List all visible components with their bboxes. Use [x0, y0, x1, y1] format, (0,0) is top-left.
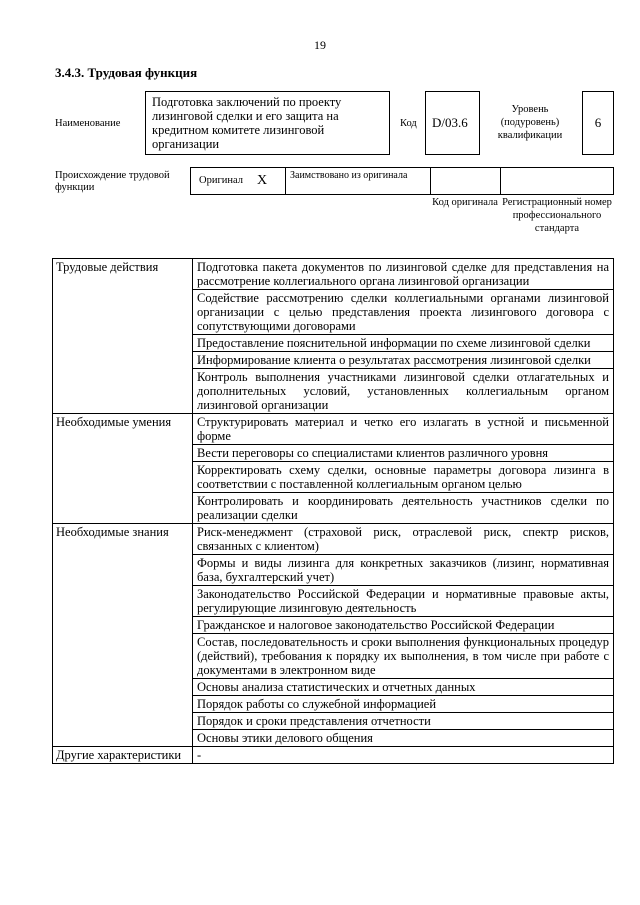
required-knowledge-item: Законодательство Российской Федерации и нормативные правовые акты, регулирующие лизинговую деятельность: [193, 586, 614, 617]
code-original-cell: [430, 167, 500, 195]
labor-action-item: Информирование клиента о результатах рассмотрения лизинговой сделки: [193, 352, 614, 369]
required-knowledge-item: Основы этики делового общения: [193, 730, 614, 747]
table-row: [53, 747, 614, 764]
labor-action-item: Контроль выполнения участниками лизинговой сделки отлагательных и дополнительных условий, установленных коллегиальным органом лизинговой организации: [193, 369, 614, 414]
origin-table: [190, 167, 614, 195]
code-value: D/03.6: [425, 91, 480, 155]
borrowed-cell: [285, 167, 430, 195]
required-knowledge-item: Порядок работы со служебной информацией: [193, 696, 614, 713]
reg-number-label: Регистрационный номер профессионального стандарта: [502, 197, 612, 234]
required-knowledge-item: Основы анализа статистических и отчетных данных: [193, 679, 614, 696]
required-skill-item: Корректировать схему сделки, основные параметры договора лизинга в соответствии с поставленной коллегиальным органом целью: [193, 462, 614, 493]
origin-label: Происхождение трудовой функции: [55, 170, 170, 193]
table-row: [53, 259, 614, 290]
name-label: Наименование: [55, 118, 121, 129]
labor-action-item: Подготовка пакета документов по лизинговой сделке для представления на рассмотрение коллегиального органа лизинговой организации: [193, 259, 614, 290]
table-row: [53, 414, 614, 445]
required-skill-category: Необходимые умения: [53, 414, 193, 524]
other-characteristics-category: Другие характеристики: [53, 747, 193, 764]
borrowed-label: Заимствовано из оригинала: [290, 170, 408, 181]
reg-number-cell: [500, 167, 614, 195]
required-knowledge-item: Порядок и сроки представления отчетности: [193, 713, 614, 730]
original-label: Оригинал: [199, 175, 243, 186]
required-skill-item: Структурировать материал и четко его излагать в устной и письменной форме: [193, 414, 614, 445]
other-characteristics-value: -: [193, 747, 614, 764]
original-mark: X: [257, 173, 268, 188]
labor-action-category: Трудовые действия: [53, 259, 193, 414]
section-title: 3.4.3. Трудовая функция: [55, 65, 198, 80]
labor-action-item: Предоставление пояснительной информации по схеме лизинговой сделки: [193, 335, 614, 352]
level-value: 6: [582, 91, 614, 155]
required-skill-item: Контролировать и координировать деятельность участников сделки по реализации сделки: [193, 493, 614, 524]
required-knowledge-item: Гражданское и налоговое законодательство Российской Федерации: [193, 617, 614, 634]
function-table: [52, 258, 614, 764]
required-knowledge-item: Риск-менеджмент (страховой риск, отраслевой риск, спектр рисков, связанных с клиентом): [193, 524, 614, 555]
required-knowledge-item: Формы и виды лизинга для конкретных заказчиков (лизинг, нормативная база, бухгалтерский учет): [193, 555, 614, 586]
original-cell: [190, 167, 285, 195]
code-label: Код: [400, 118, 417, 129]
code-original-label: Код оригинала: [432, 197, 498, 208]
required-knowledge-item: Состав, последовательность и сроки выполнения функциональных процедур (действий), требования к порядку их выполнения, в том числе при работе с документами в электронном виде: [193, 634, 614, 679]
required-skill-item: Вести переговоры со специалистами клиентов различного уровня: [193, 445, 614, 462]
required-knowledge-category: Необходимые знания: [53, 524, 193, 747]
table-row: [53, 524, 614, 555]
page-number: 19: [314, 38, 326, 52]
labor-action-item: Содействие рассмотрению сделки коллегиальными органами лизинговой организации с целью представления проекта лизингового договора с сопутствующими договорами: [193, 290, 614, 335]
level-label: Уровень (подуровень) квалификации: [497, 104, 563, 141]
name-value: Подготовка заключений по проекту лизинговой сделки и его защита на кредитном комитете лизинговой организации: [145, 91, 390, 155]
